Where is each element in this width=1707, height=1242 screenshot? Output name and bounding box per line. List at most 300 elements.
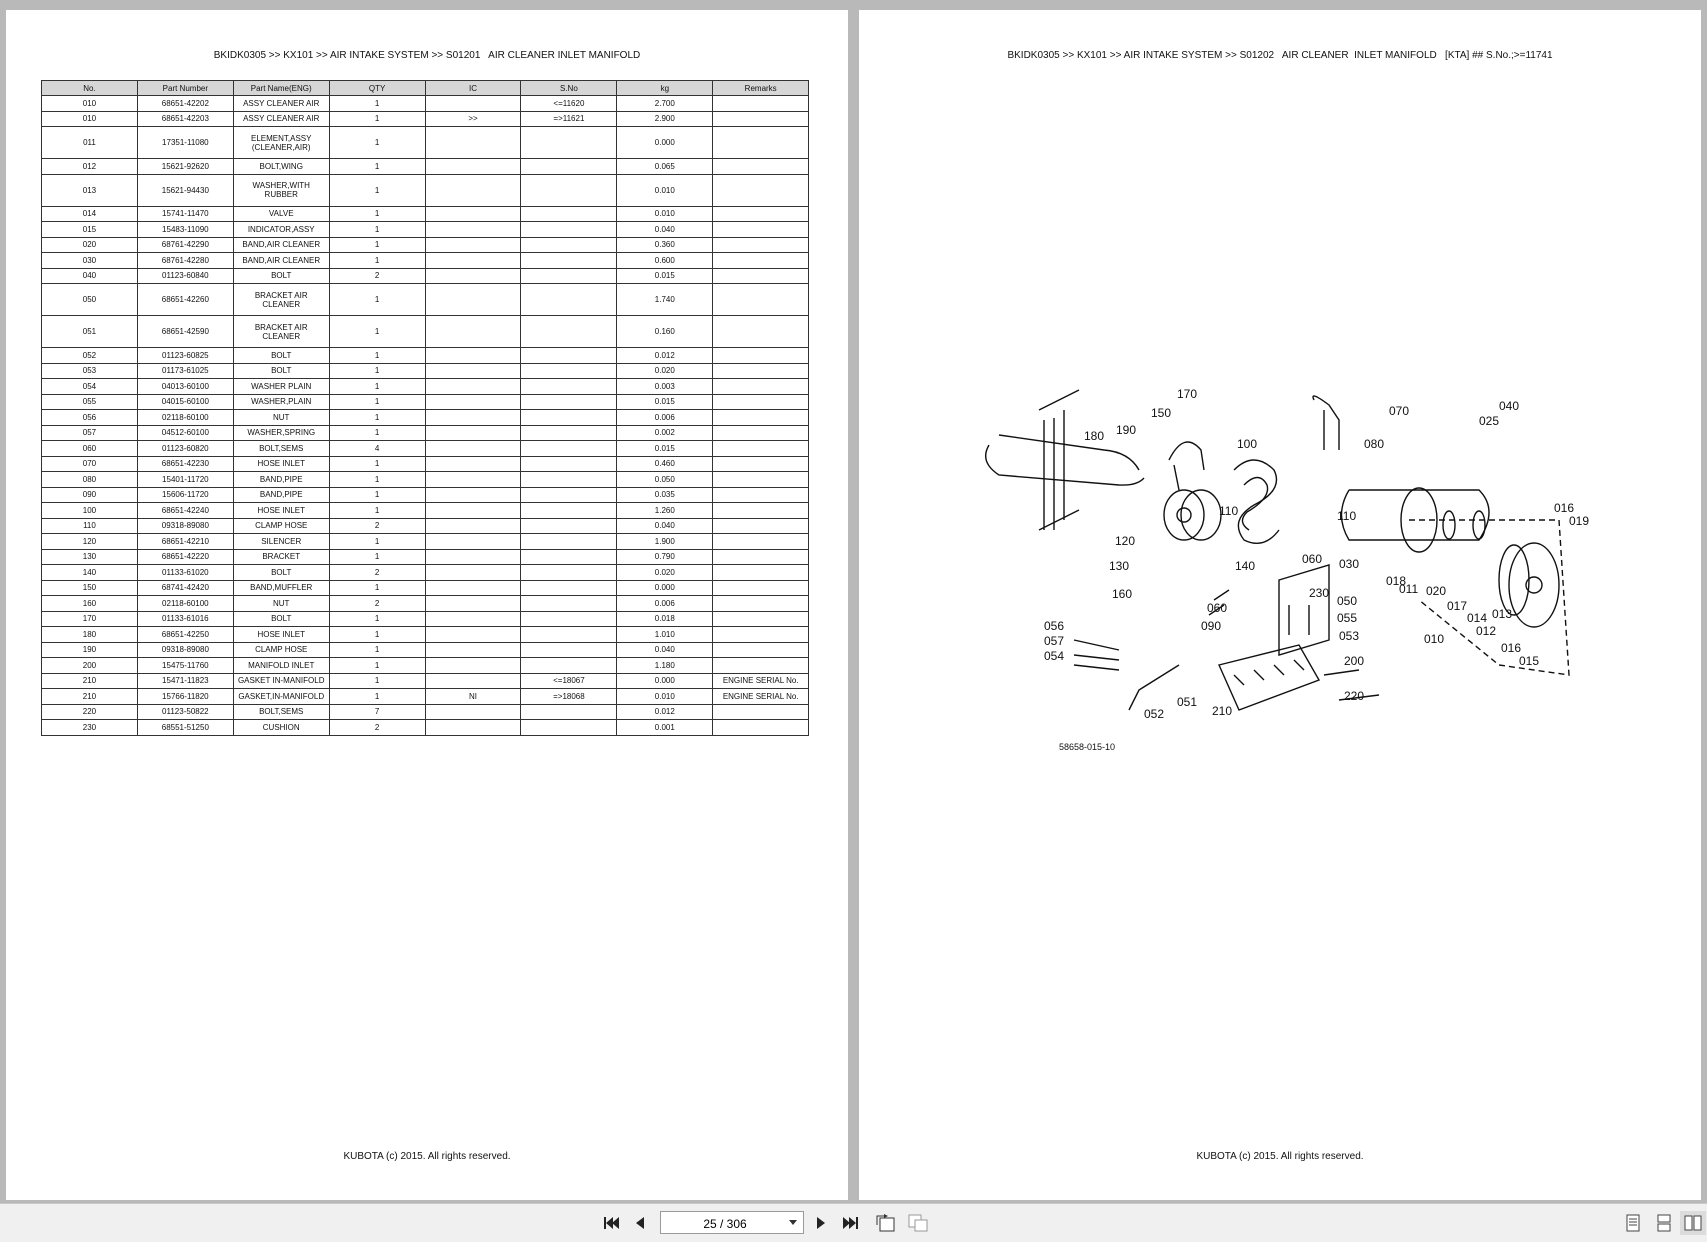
callout-label: 018 [1386,574,1407,588]
callout-label: 030 [1339,557,1360,571]
cell-qty: 1 [329,627,425,643]
callout-label: 180 [1084,429,1105,443]
cell-qty: 1 [329,549,425,565]
table-row [42,518,809,534]
parts-exploded-diagram [979,387,1590,790]
callout-label: 130 [1109,559,1130,573]
cell-no: 010 [42,96,138,112]
callout-label: 200 [1344,654,1365,668]
cell-kg: 2.900 [617,111,713,127]
cell-no: 230 [42,720,138,736]
cell-sno: <=18067 [521,673,617,689]
page-header: BKIDK0305 >> KX101 >> AIR INTAKE SYSTEM >> S01201 AIR CLEANER INLET MANIFOLD [213,50,641,61]
cell-ic [425,642,521,658]
cell-sno [521,174,617,206]
cell-qty: 1 [329,394,425,410]
cell-qty: 1 [329,410,425,426]
table-row [42,379,809,395]
cell-part-number: 15621-92620 [137,159,233,175]
cell-no: 015 [42,222,138,238]
cell-part-number: 15471-11823 [137,673,233,689]
cell-sno [521,425,617,441]
cell-qty: 1 [329,159,425,175]
cell-part-name: BOLT,SEMS [233,441,329,457]
cell-remarks [713,348,809,364]
page-right [859,10,1701,1200]
callout-label: 014 [1467,611,1488,625]
cell-part-number: 09318-89080 [137,518,233,534]
cell-part-number: 01173-61025 [137,363,233,379]
cell-qty: 1 [329,472,425,488]
cell-qty: 1 [329,642,425,658]
cell-qty: 4 [329,441,425,457]
callout-label: 160 [1112,587,1133,601]
cell-ic [425,534,521,550]
cell-sno [521,658,617,674]
cell-kg: 0.040 [617,222,713,238]
cell-qty: 1 [329,658,425,674]
cell-sno [521,237,617,253]
cell-ic [425,363,521,379]
cell-kg: 0.012 [617,704,713,720]
cell-kg: 0.012 [617,348,713,364]
cell-qty: 2 [329,518,425,534]
callout-label: 040 [1499,399,1520,413]
callout-label: 190 [1116,423,1137,437]
cell-sno [521,410,617,426]
cell-sno [521,720,617,736]
col-header-no: No. [42,81,138,96]
cell-qty: 1 [329,487,425,503]
cell-remarks: ENGINE SERIAL No. [713,689,809,705]
cell-part-name: WASHER,WITH RUBBER [233,174,329,206]
col-header-remarks: Remarks [713,81,809,96]
cell-kg: 1.010 [617,627,713,643]
cell-part-name: BAND,AIR CLEANER [233,237,329,253]
table-row [42,159,809,175]
callout-label: 054 [1044,649,1065,663]
cell-no: 130 [42,549,138,565]
col-header-part-name: Part Name(ENG) [233,81,329,96]
cell-part-number: 01133-61016 [137,611,233,627]
callout-label: 012 [1476,624,1497,638]
callout-label: 110 [1219,504,1239,518]
cell-part-number: 01123-60820 [137,441,233,457]
cell-part-name: CUSHION [233,720,329,736]
callout-label: 020 [1426,584,1447,598]
cell-qty: 2 [329,565,425,581]
cell-sno [521,394,617,410]
rotate-page-icon [874,1213,896,1233]
cell-part-name: BOLT,WING [233,159,329,175]
cell-sno [521,611,617,627]
callout-label: 210 [1212,704,1233,718]
cell-ic [425,174,521,206]
callout-label: 070 [1389,404,1410,418]
cell-ic [425,565,521,581]
cell-ic [425,503,521,519]
cell-ic [425,127,521,159]
next-page-button[interactable] [808,1211,834,1235]
cell-part-number: 68651-42260 [137,284,233,316]
cell-remarks [713,472,809,488]
cell-ic [425,222,521,238]
cell-sno [521,441,617,457]
cell-part-number: 17351-11080 [137,127,233,159]
cell-remarks [713,487,809,503]
cell-kg: 0.003 [617,379,713,395]
cell-remarks [713,268,809,284]
cell-qty: 1 [329,379,425,395]
cell-ic [425,704,521,720]
cell-remarks [713,410,809,426]
table-row [42,534,809,550]
cell-part-number: 09318-89080 [137,642,233,658]
cell-kg: 0.050 [617,472,713,488]
cell-ic [425,159,521,175]
callout-label: 013 [1492,607,1513,621]
fit-page-icon [907,1213,929,1233]
last-page-button[interactable] [838,1211,864,1235]
cell-kg: 0.002 [617,425,713,441]
table-row [42,363,809,379]
cell-kg: 0.790 [617,549,713,565]
table-row [42,441,809,457]
cell-no: 110 [42,518,138,534]
cell-ic [425,673,521,689]
cell-sno: <=11620 [521,96,617,112]
table-row [42,316,809,348]
cell-part-number: 15741-11470 [137,206,233,222]
cell-part-name: BRACKET AIR CLEANER [233,284,329,316]
cell-part-number: 15766-11820 [137,689,233,705]
cell-sno [521,518,617,534]
table-row [42,658,809,674]
cell-remarks [713,441,809,457]
cell-kg: 0.040 [617,518,713,534]
table-row [42,394,809,410]
col-header-ic: IC [425,81,521,96]
cell-kg: 0.020 [617,363,713,379]
table-row [42,503,809,519]
cell-kg: 0.160 [617,316,713,348]
cell-remarks [713,534,809,550]
cell-part-number: 02118-60100 [137,410,233,426]
cell-kg: 1.180 [617,658,713,674]
cell-no: 056 [42,410,138,426]
table-row [42,410,809,426]
cell-kg: 0.065 [617,159,713,175]
cell-sno [521,534,617,550]
table-row [42,596,809,612]
cell-kg: 0.035 [617,487,713,503]
cell-remarks [713,720,809,736]
cell-qty: 1 [329,611,425,627]
cell-ic [425,316,521,348]
cell-part-number: 04512-60100 [137,425,233,441]
cell-part-name: BOLT [233,565,329,581]
cell-kg: 0.006 [617,410,713,426]
cell-no: 052 [42,348,138,364]
cell-ic [425,611,521,627]
continuous-view-button[interactable] [1651,1211,1677,1235]
cell-part-name: WASHER PLAIN [233,379,329,395]
cell-ic [425,580,521,596]
cell-remarks [713,425,809,441]
cell-remarks [713,658,809,674]
table-row [42,284,809,316]
cell-ic [425,549,521,565]
cell-part-number: 68651-42230 [137,456,233,472]
col-header-qty: QTY [329,81,425,96]
cell-kg: 0.010 [617,174,713,206]
cell-kg: 0.018 [617,611,713,627]
cell-remarks [713,627,809,643]
cell-ic [425,441,521,457]
cell-remarks [713,174,809,206]
cell-no: 210 [42,673,138,689]
page-left [6,10,848,1200]
cell-part-name: SILENCER [233,534,329,550]
table-row [42,222,809,238]
callout-label: 220 [1344,689,1365,703]
single-page-view-button[interactable] [1620,1211,1646,1235]
col-header-sno: S.No [521,81,617,96]
cell-sno [521,206,617,222]
cell-part-number: 01123-50822 [137,704,233,720]
cell-kg: 0.006 [617,596,713,612]
cell-remarks [713,503,809,519]
cell-no: 020 [42,237,138,253]
callout-label: 057 [1044,634,1065,648]
cell-sno [521,379,617,395]
cell-qty: 1 [329,673,425,689]
cell-part-number: 68651-42590 [137,316,233,348]
cell-part-number: 68761-42280 [137,253,233,269]
cell-part-name: HOSE INLET [233,627,329,643]
prev-page-icon [633,1215,647,1231]
cell-remarks [713,642,809,658]
cell-remarks [713,518,809,534]
diagram-code: 58658-015-10 [1059,742,1116,752]
table-row [42,549,809,565]
cell-qty: 7 [329,704,425,720]
cell-kg: 0.015 [617,441,713,457]
cell-qty: 1 [329,580,425,596]
table-row [42,111,809,127]
cell-remarks [713,96,809,112]
callout-label: 053 [1339,629,1360,643]
cell-no: 030 [42,253,138,269]
cell-ic [425,284,521,316]
cell-ic [425,253,521,269]
cell-kg: 0.015 [617,268,713,284]
cell-ic: NI [425,689,521,705]
table-row [42,206,809,222]
page-number-input[interactable] [661,1212,789,1235]
table-row [42,704,809,720]
cell-remarks [713,704,809,720]
callout-label: 017 [1447,599,1468,613]
page-header: BKIDK0305 >> KX101 >> AIR INTAKE SYSTEM >> S01202 AIR CLEANER INLET MANIFOLD [KTA] ## S.No.;>=11741 [1007,50,1553,61]
cell-part-number: 02118-60100 [137,596,233,612]
page-footer: KUBOTA (c) 2015. All rights reserved. [1196,1151,1364,1162]
table-row [42,689,809,705]
cell-sno [521,253,617,269]
cell-sno [521,456,617,472]
callout-label: 052 [1144,707,1165,721]
cell-ic [425,627,521,643]
cell-part-name: BAND,PIPE [233,472,329,488]
cell-part-name: ASSY CLEANER AIR [233,96,329,112]
table-row [42,472,809,488]
cell-ic [425,720,521,736]
cell-ic [425,206,521,222]
continuous-view-icon [1656,1214,1672,1232]
prev-page-button[interactable] [627,1211,653,1235]
rotate-page-button[interactable] [872,1211,898,1235]
cell-kg: 0.000 [617,580,713,596]
cell-sno: =>11621 [521,111,617,127]
cell-part-number: 15606-11720 [137,487,233,503]
cell-no: 053 [42,363,138,379]
callout-label: 056 [1044,619,1065,633]
callout-label: 140 [1235,559,1256,573]
cell-sno [521,284,617,316]
cell-remarks [713,206,809,222]
cell-qty: 1 [329,316,425,348]
first-page-button[interactable] [598,1211,624,1235]
cell-sno [521,222,617,238]
cell-kg: 0.010 [617,689,713,705]
table-row [42,565,809,581]
table-row [42,642,809,658]
callout-label: 110 [1337,509,1357,523]
callout-label: 051 [1177,695,1198,709]
cell-part-name: ELEMENT,ASSY (CLEANER,AIR) [233,127,329,159]
cell-no: 200 [42,658,138,674]
two-page-view-button[interactable] [1680,1211,1706,1235]
cell-kg: 0.360 [617,237,713,253]
cell-ic [425,348,521,364]
cell-part-name: HOSE INLET [233,503,329,519]
cell-remarks [713,237,809,253]
cell-part-name: MANIFOLD INLET [233,658,329,674]
cell-part-number: 68741-42420 [137,580,233,596]
cell-part-name: BOLT [233,363,329,379]
cell-ic [425,658,521,674]
cell-qty: 1 [329,127,425,159]
cell-ic [425,96,521,112]
cell-part-name: HOSE INLET [233,456,329,472]
cell-remarks [713,127,809,159]
cell-part-name: BOLT [233,611,329,627]
cell-part-number: 68651-42210 [137,534,233,550]
cell-no: 011 [42,127,138,159]
cell-part-name: BAND,MUFFLER [233,580,329,596]
cell-ic [425,268,521,284]
cell-no: 160 [42,596,138,612]
cell-no: 010 [42,111,138,127]
cell-kg: 0.010 [617,206,713,222]
cell-part-name: CLAMP HOSE [233,642,329,658]
cell-no: 040 [42,268,138,284]
cell-no: 190 [42,642,138,658]
cell-qty: 1 [329,284,425,316]
cell-sno [521,127,617,159]
cell-sno [521,565,617,581]
table-row [42,720,809,736]
cell-ic [425,425,521,441]
cell-part-name: NUT [233,596,329,612]
table-row [42,237,809,253]
cell-kg: 0.600 [617,253,713,269]
cell-remarks [713,159,809,175]
cell-no: 050 [42,284,138,316]
cell-remarks [713,284,809,316]
cell-no: 012 [42,159,138,175]
cell-no: 070 [42,456,138,472]
table-row [42,425,809,441]
cell-sno [521,642,617,658]
cell-sno [521,487,617,503]
callout-label: 090 [1201,619,1222,633]
cell-sno [521,316,617,348]
cell-part-name: GASKET,IN-MANIFOLD [233,689,329,705]
page-number-field[interactable] [660,1211,804,1234]
table-row [42,611,809,627]
table-row [42,487,809,503]
cell-qty: 1 [329,111,425,127]
cell-part-number: 04015-60100 [137,394,233,410]
first-page-icon [602,1215,620,1231]
cell-qty: 2 [329,268,425,284]
cell-kg: 1.900 [617,534,713,550]
cell-qty: 1 [329,503,425,519]
chevron-down-icon[interactable] [789,1220,797,1225]
cell-sno [521,580,617,596]
cell-ic [425,596,521,612]
parts-table [41,80,809,736]
cell-part-name: INDICATOR,ASSY [233,222,329,238]
cell-part-name: VALVE [233,206,329,222]
fit-page-button[interactable] [905,1211,931,1235]
cell-part-number: 15401-11720 [137,472,233,488]
cell-qty: 1 [329,689,425,705]
cell-qty: 1 [329,96,425,112]
cell-ic [425,394,521,410]
cell-part-name: BRACKET AIR CLEANER [233,316,329,348]
cell-no: 057 [42,425,138,441]
callout-label: 015 [1519,654,1540,668]
callout-label: 010 [1424,632,1445,646]
cell-sno [521,704,617,720]
cell-remarks [713,580,809,596]
callout-label: 060 [1302,552,1323,566]
cell-kg: 0.001 [617,720,713,736]
cell-part-number: 68651-42202 [137,96,233,112]
cell-no: 120 [42,534,138,550]
cell-kg: 0.020 [617,565,713,581]
cell-no: 055 [42,394,138,410]
callout-label: 019 [1569,514,1590,528]
callout-label: 016 [1554,501,1575,515]
cell-part-number: 68651-42250 [137,627,233,643]
cell-part-number: 68651-42240 [137,503,233,519]
next-page-icon [814,1215,828,1231]
cell-sno: =>18068 [521,689,617,705]
col-header-part-number: Part Number [137,81,233,96]
